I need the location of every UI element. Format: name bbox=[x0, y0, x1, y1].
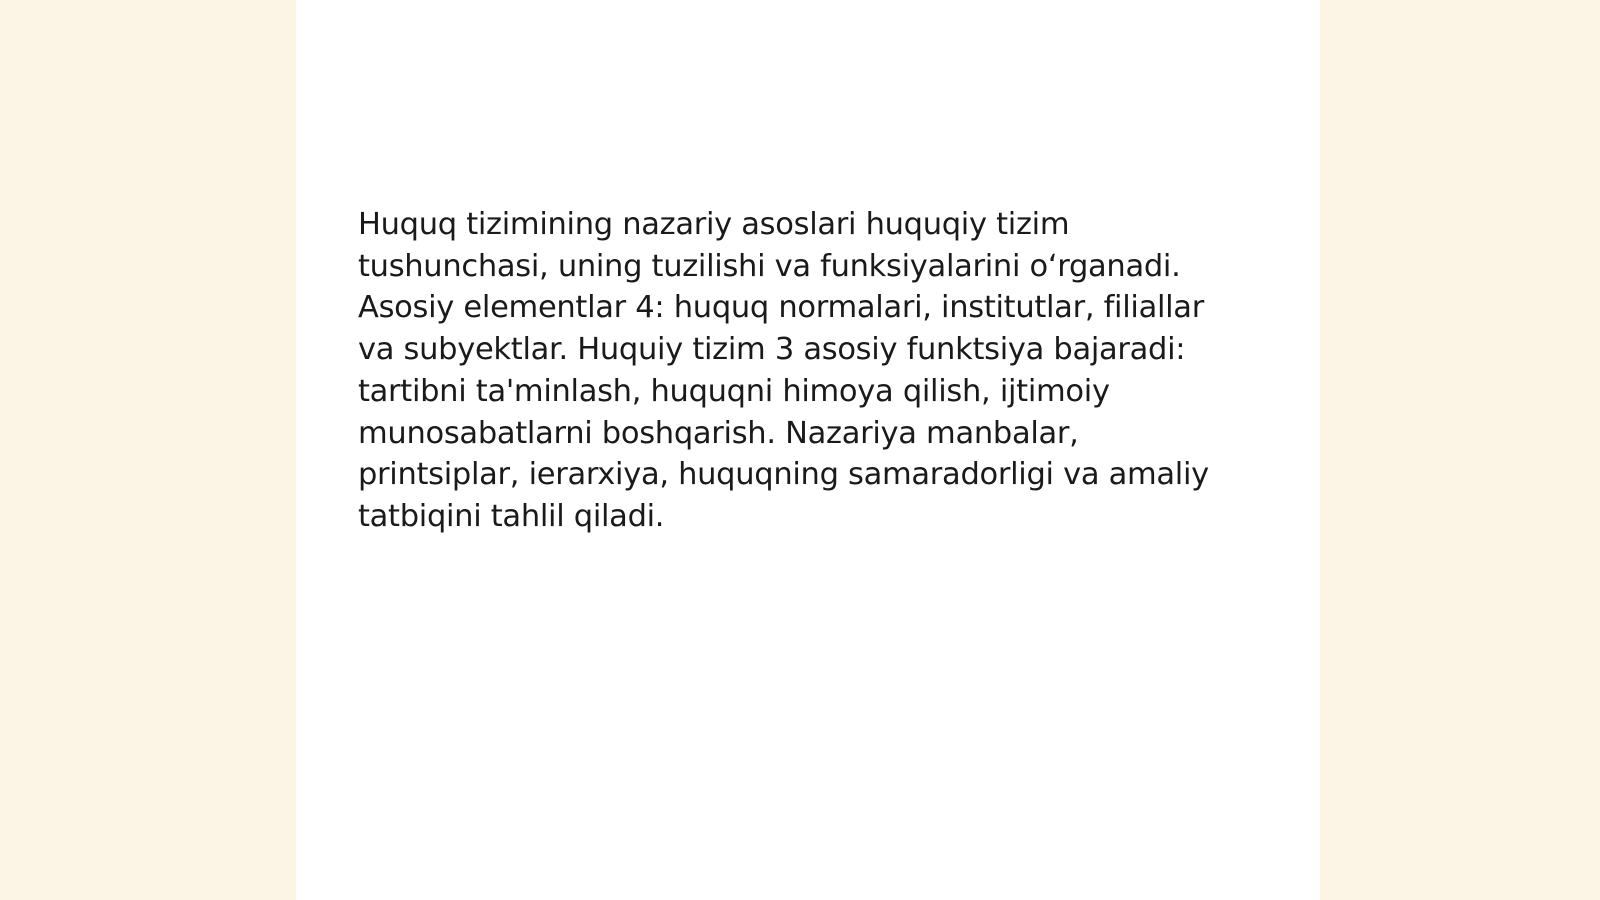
slide-page bbox=[296, 0, 1320, 900]
slide-paragraph: Huquq tizimining nazariy asoslari huquqiy tizim tushunchasi, uning tuzilishi va funksiyalarini o‘rganadi. Asosiy elementlar 4: huquq normalari, institutlar, filiallar va subyektlar. Huquiy tizim 3 asosiy funktsiya bajaradi: tartibni ta'minlash, huquqni himoya qilish, ijtimoiy munosabatlarni boshqarish. Nazariya manbalar, printsiplar, ierarxiya, huquqning samaradorligi va amaliy tatbiqini tahlil qiladi. bbox=[358, 207, 1209, 534]
